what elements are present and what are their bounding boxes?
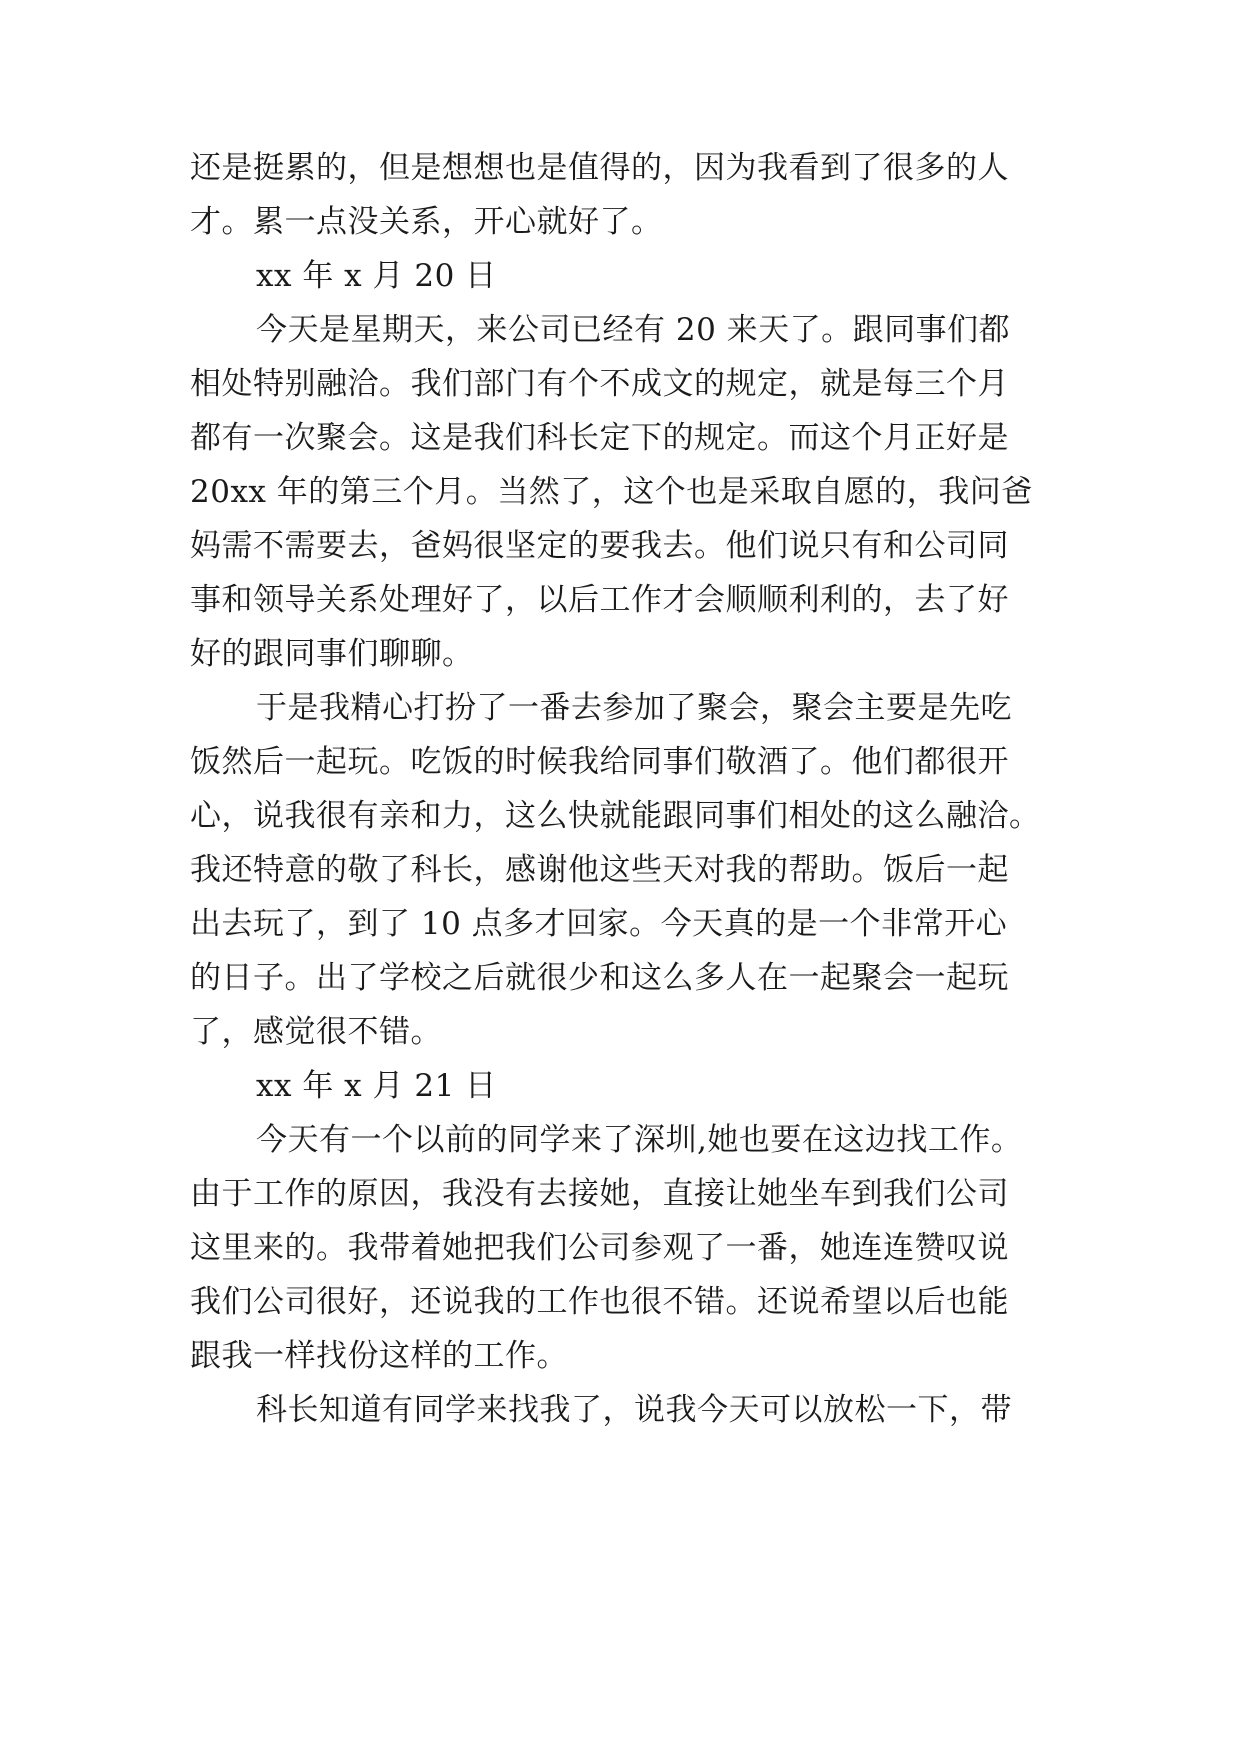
text-line: 今天有一个以前的同学来了深圳,她也要在这边找工作。 — [256, 1122, 1023, 1158]
text-line: 今天是星期天，来公司已经有 20 来天了。跟同事们都 — [256, 312, 1011, 348]
text-line: 于是我精心打扮了一番去参加了聚会，聚会主要是先吃 — [256, 690, 1012, 726]
text-line: 我还特意的敬了科长，感谢他这些天对我的帮助。饭后一起 — [190, 852, 1009, 888]
text-line: 了，感觉很不错。 — [190, 1014, 442, 1050]
text-line: 饭然后一起玩。吃饭的时候我给同事们敬酒了。他们都很开 — [190, 744, 1009, 780]
text-line: 还是挺累的，但是想想也是值得的，因为我看到了很多的人 — [190, 150, 1009, 186]
text-line: 由于工作的原因，我没有去接她，直接让她坐车到我们公司 — [190, 1176, 1009, 1212]
text-line: 妈需不需要去，爸妈很坚定的要我去。他们说只有和公司同 — [190, 528, 1009, 564]
text-line: 出去玩了，到了 10 点多才回家。今天真的是一个非常开心 — [190, 906, 1008, 942]
text-line: 好的跟同事们聊聊。 — [190, 636, 474, 672]
text-line: 科长知道有同学来找我了，说我今天可以放松一下，带 — [256, 1392, 1012, 1428]
text-line: 相处特别融洽。我们部门有个不成文的规定，就是每三个月 — [190, 366, 1009, 402]
date-heading: xx 年 x 月 21 日 — [256, 1068, 497, 1104]
text-line: 事和领导关系处理好了，以后工作才会顺顺利利的，去了好 — [190, 582, 1009, 618]
text-line: 这里来的。我带着她把我们公司参观了一番，她连连赞叹说 — [190, 1230, 1009, 1266]
date-heading: xx 年 x 月 20 日 — [256, 258, 497, 294]
text-line: 才。累一点没关系，开心就好了。 — [190, 204, 663, 240]
text-line: 跟我一样找份这样的工作。 — [190, 1338, 568, 1374]
text-line: 都有一次聚会。这是我们科长定下的规定。而这个月正好是 — [190, 420, 1009, 456]
text-line: 我们公司很好，还说我的工作也很不错。还说希望以后也能 — [190, 1284, 1009, 1320]
text-line: 的日子。出了学校之后就很少和这么多人在一起聚会一起玩 — [190, 960, 1009, 996]
text-line: 心，说我很有亲和力，这么快就能跟同事们相处的这么融洽。 — [190, 798, 1041, 834]
text-line: 20xx 年的第三个月。当然了，这个也是采取自愿的，我问爸 — [190, 474, 1033, 510]
